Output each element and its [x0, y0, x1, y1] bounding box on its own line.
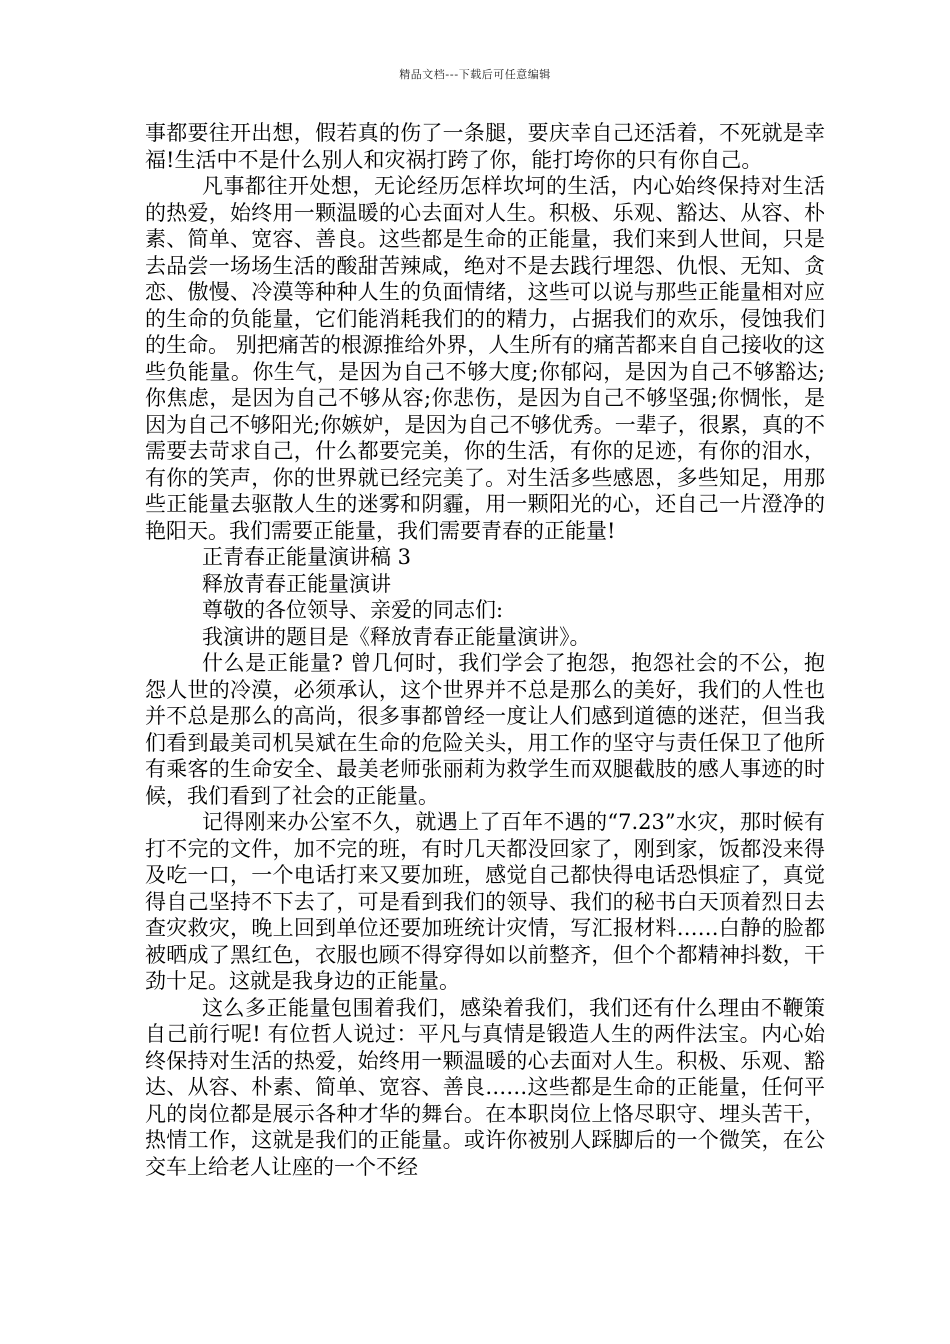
document-body [145, 120, 825, 1180]
speech-subtitle: 释放青春正能量演讲 [202, 571, 391, 596]
paragraph: 这么多正能量包围着我们，感染着我们，我们还有什么理由不鞭策自己前行呢! 有位哲人说过：平凡与真情是锻造人生的两件法宝。内心始终保持对生活的热爱，始终用一颗温暖的心去面对人生。积极、乐观、豁达、从容、朴素、简单、宽容、善良……这些都是生命的正能量，任何平凡的岗位都是展示各种才华的舞台。在本职岗位上恪尽职守、埋头苦干，热情工作，这就是我们的正能量。或许你被别人踩脚后的一个微笑，在公交车上给老人让座的一个不经 [145, 995, 825, 1179]
salutation: 尊敬的各位领导、亲爱的同志们: [202, 598, 504, 622]
paragraph: 记得刚来办公室不久，就遇上了百年不遇的“7.23”水灾，那时候有打不完的文件，加不完的班，有时几天都没回家了，刚到家，饭都没来得及吃一口，一个电话打来又要加班，感觉自己都快得电话恐惧症了，真觉得自己坚持不下去了，可是看到我们的领导、我们的秘书白天顶着烈日去查灾救灾，晚上回到单位还要加班统计灾情，写汇报材料……白静的脸都被晒成了黑红色，衣服也顾不得穿得如以前整齐，但个个都精神抖数，干劲十足。这就是我身边的正能量。 [145, 810, 825, 993]
paragraph: 我演讲的题目是《释放青春正能量演讲》。 [202, 624, 591, 649]
paragraph: 事都要往开出想，假若真的伤了一条腿，要庆幸自己还活着，不死就是幸福!生活中不是什么别人和灾祸打跨了你，能打垮你的只有你自己。 [145, 121, 825, 172]
speech-title: 正青春正能量演讲稿 3 [202, 545, 412, 569]
paragraph: 凡事都往开处想，无论经历怎样坎坷的生活，内心始终保持对生活的热爱，始终用一颗温暖的心去面对人生。积极、乐观、豁达、从容、朴素、简单、宽容、善良。这些都是生命的正能量，我们来到人世间，只是去品尝一场场生活的酸甜苦辣咸，绝对不是去践行埋怨、仇恨、无知、贪恋、傲慢、冷漠等种种人生的负面情绪，这些可以说与那些正能量相对应的生命的负能量，它们能消耗我们的的精力，占据我们的欢乐，侵蚀我们的生命。 别把痛苦的根源推给外界，人生所有的痛苦都来自自己接收的这些负能量。你生气，是因为自己不够大度;你郁闷，是因为自己不够豁达;你焦虑，是因为自己不够从容;你悲伤，是因为自己不够坚强;你惆怅，是因为自己不够阳光;你嫉妒，是因为自己不够优秀。一辈子，很累，真的不需要去苛求自己，什么都要完美，你的生活，有你的足迹，有你的泪水，有你的笑声，你的世界就已经完美了。对生活多些感恩，多些知足，用那些正能量去驱散人生的迷雾和阴霾，用一颗阳光的心，还自己一片澄净的艳阳天。我们需要正能量，我们需要青春的正能量! [145, 174, 825, 543]
page-header: 精品文档---下载后可任意编辑 [399, 68, 551, 81]
paragraph: 什么是正能量? 曾几何时，我们学会了抱怨，抱怨社会的不公，抱怨人世的冷漠，必须承认，这个世界并不总是那么的美好，我们的人性也并不总是那么的高尚，很多事都曾经一度让人们感到道德的迷茫，但当我们看到最美司机吴斌在生命的危险关头，用工作的坚守与责任保卫了他所有乘客的生命安全、最美老师张丽莉为救学生而双腿截肢的感人事迹的时候，我们看到了社会的正能量。 [145, 651, 825, 808]
